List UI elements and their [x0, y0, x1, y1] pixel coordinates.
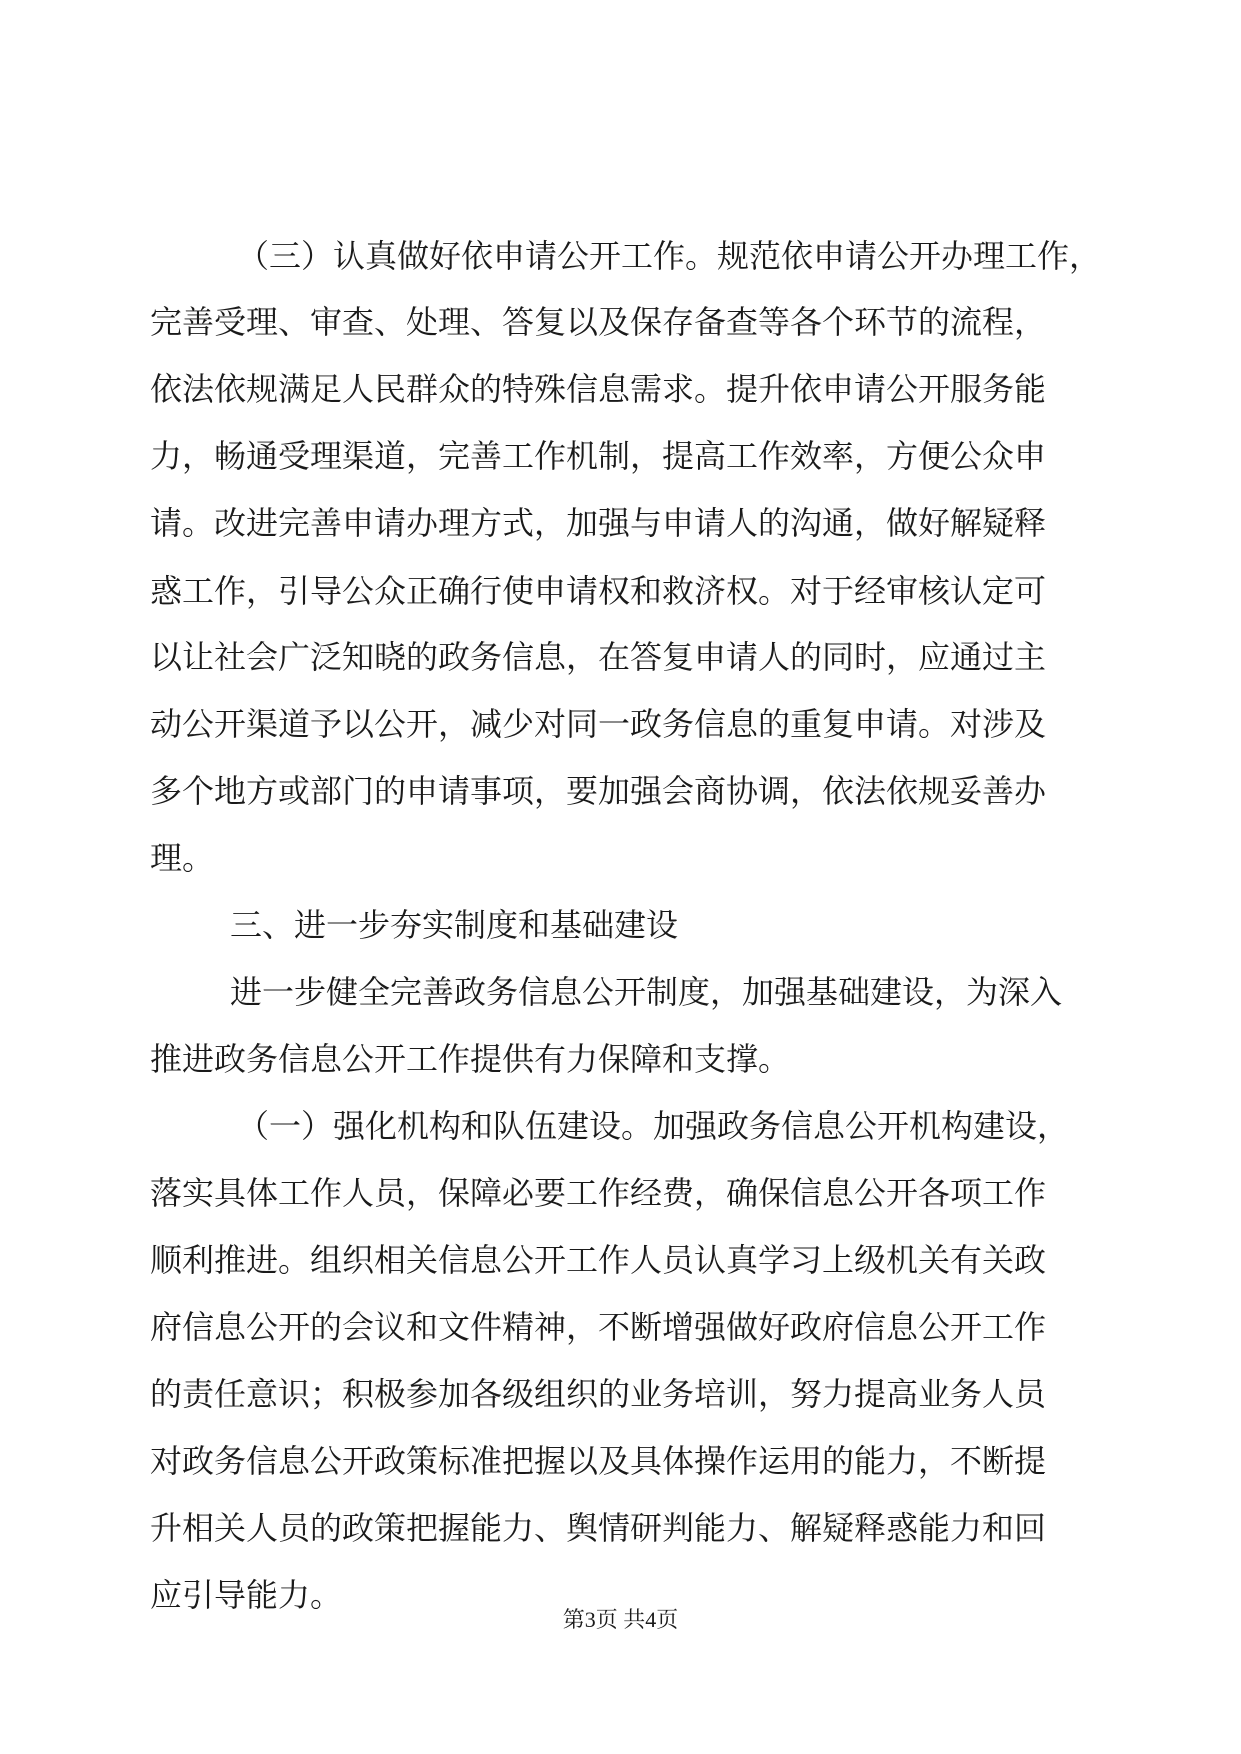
text-line: 理。 [150, 839, 215, 877]
text-line: 应引导能力。 [150, 1576, 343, 1614]
text-line: 完善受理、审查、处理、答复以及保存备查等各个环节的流程， [150, 303, 1047, 341]
text-line: 多个地方或部门的申请事项，要加强会商协调，依法依规妥善办 [150, 772, 1047, 810]
text-line: 落实具体工作人员，保障必要工作经费，确保信息公开各项工作 [150, 1174, 1047, 1212]
text-line: 的责任意识；积极参加各级组织的业务培训，努力提高业务人员 [150, 1375, 1047, 1413]
text-line: 惑工作，引导公众正确行使申请权和救济权。对于经审核认定可 [150, 572, 1047, 610]
text-line: 依法依规满足人民群众的特殊信息需求。提升依申请公开服务能 [150, 370, 1047, 408]
text-line: 顺利推进。组织相关信息公开工作人员认真学习上级机关有关政 [150, 1241, 1047, 1279]
text-line: 升相关人员的政策把握能力、舆情研判能力、解疑释惑能力和回 [150, 1509, 1047, 1547]
text-line: 进一步健全完善政务信息公开制度，加强基础建设，为深入 [230, 973, 1063, 1011]
text-line: （三）认真做好依申请公开工作。规范依申请公开办理工作， [237, 237, 1102, 275]
page-number: 第3页 共4页 [562, 1607, 679, 1632]
text-line: 府信息公开的会议和文件精神，不断增强做好政府信息公开工作 [150, 1308, 1047, 1346]
text-line: 请。改进完善申请办理方式，加强与申请人的沟通，做好解疑释 [150, 504, 1047, 542]
text-line: 以让社会广泛知晓的政务信息，在答复申请人的同时，应通过主 [150, 638, 1047, 676]
text-line: 动公开渠道予以公开，减少对同一政务信息的重复申请。对涉及 [150, 705, 1047, 743]
section-heading: 三、进一步夯实制度和基础建设 [230, 906, 679, 944]
text-line: 力，畅通受理渠道，完善工作机制，提高工作效率，方便公众申 [150, 437, 1047, 475]
text-line: （一）强化机构和队伍建设。加强政务信息公开机构建设， [237, 1107, 1070, 1145]
text-line: 对政务信息公开政策标准把握以及具体操作运用的能力，不断提 [150, 1442, 1047, 1480]
text-line: 推进政务信息公开工作提供有力保障和支撑。 [150, 1040, 791, 1078]
